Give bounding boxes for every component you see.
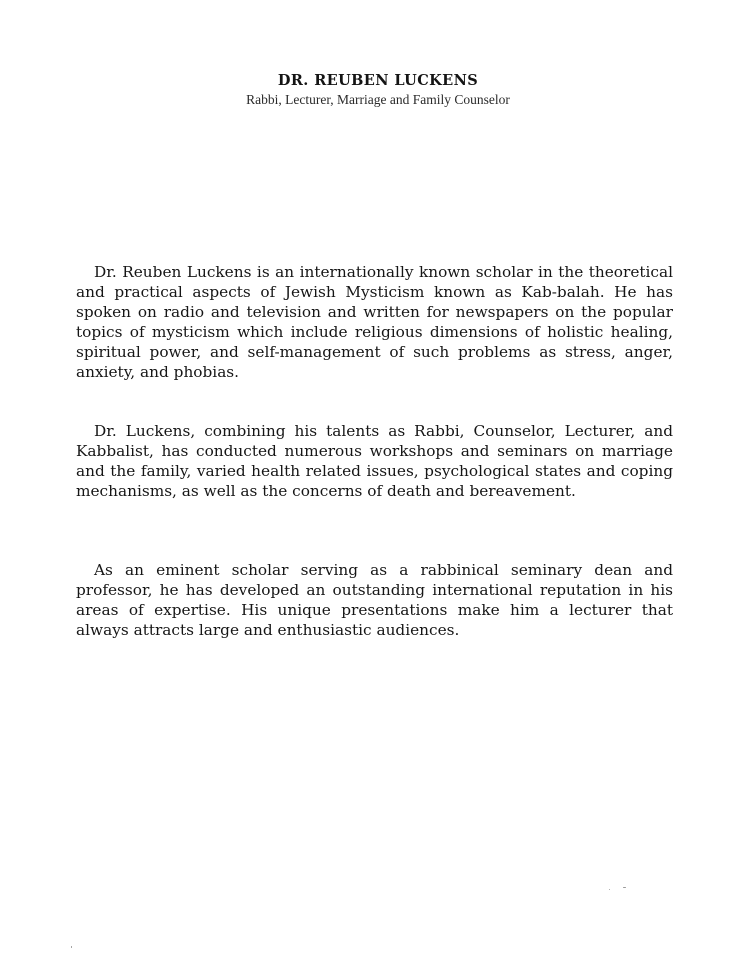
scan-speck <box>71 946 72 948</box>
page-subtitle: Rabbi, Lecturer, Marriage and Family Counselor <box>246 92 510 107</box>
page-title: DR. REUBEN LUCKENS <box>277 72 479 89</box>
letterhead <box>0 72 756 108</box>
bio-paragraph-3: As an eminent scholar serving as a rabbinical seminary dean and professor, he has developed an outstanding international reputation in his areas of expertise. His unique presentations make him a lecturer that always attracts large and enthusiastic audiences. <box>76 561 673 639</box>
scan-speck <box>623 887 626 888</box>
bio-paragraph-2: Dr. Luckens, combining his talents as Rabbi, Counselor, Lecturer, and Kabbalist, has conducted numerous workshops and seminars on marriage and the family, varied health related issues, psychological states and coping mechanisms, as well as the concerns of death and bereavement. <box>76 422 673 500</box>
bio-paragraph-1: Dr. Reuben Luckens is an internationally known scholar in the theoretical and practical aspects of Jewish Mysticism known as Kab-balah. He has spoken on radio and television and written for newspapers on the popular topics of mysticism which include religious dimensions of holistic healing, spiritual power, and self-management of such problems as stress, anger, anxiety, and phobias. <box>76 263 673 381</box>
scan-speck <box>609 889 610 890</box>
